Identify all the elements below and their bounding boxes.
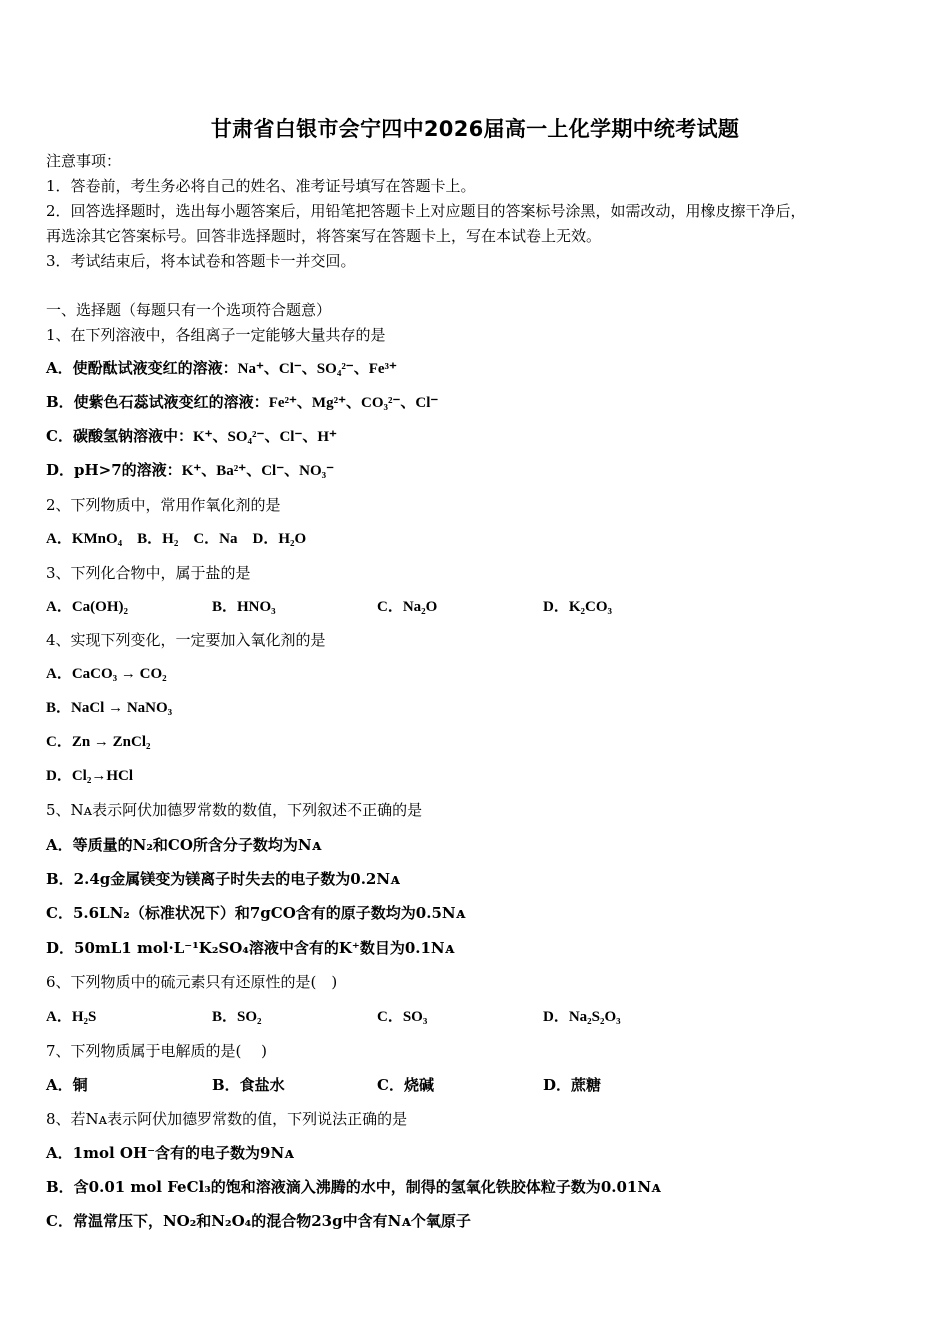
q8-stem: 8、若Nᴀ表示阿伏加德罗常数的值，下列说法正确的是 (46, 1110, 408, 1128)
q3-option-b: B．HNO₃ (212, 599, 276, 615)
q1-option-b: B．使紫色石蕊试液变红的溶液：Fe²⁺、Mg²⁺、CO₃²⁻、Cl⁻ (46, 393, 439, 411)
q3-option-a: A．Ca(OH)₂ (46, 599, 128, 615)
q6-stem: 6、下列物质中的硫元素只有还原性的是( ) (46, 973, 338, 991)
q2-stem: 2、下列物质中，常用作氧化剂的是 (46, 496, 281, 514)
q5-option-b: B．2.4g金属镁变为镁离子时失去的电子数为0.2Nᴀ (46, 870, 400, 888)
q7-option-a: A．铜 (46, 1076, 88, 1094)
notice-item-2a: 2．回答选择题时，选出每小题答案后，用铅笔把答题卡上对应题目的答案标号涂黑，如需改动，用橡皮擦干净后， (46, 202, 806, 220)
q7-option-c: C．烧碱 (377, 1076, 434, 1094)
q1-option-a: A．使酚酞试液变红的溶液：Na⁺、Cl⁻、SO₄²⁻、Fe³⁺ (46, 359, 397, 377)
q8-option-b: B．含0.01 mol FeCl₃的饱和溶液滴入沸腾的水中，制得的氢氧化铁胶体粒子数为0.01Nᴀ (46, 1178, 661, 1196)
q3-option-c: C．Na₂O (377, 599, 438, 615)
q5-option-a: A．等质量的N₂和CO所含分子数均为Nᴀ (46, 836, 322, 854)
q1-option-c: C．碳酸氢钠溶液中：K⁺、SO₄²⁻、Cl⁻、H⁺ (46, 427, 337, 445)
q4-option-c: C．Zn → ZnCl₂ (46, 734, 151, 750)
q6-option-b: B．SO₂ (212, 1009, 262, 1025)
notice-item-3: 3．考试结束后，将本试卷和答题卡一并交回。 (46, 252, 356, 270)
q4-option-b: B．NaCl → NaNO₃ (46, 700, 173, 716)
q1-stem: 1、在下列溶液中，各组离子一定能够大量共存的是 (46, 326, 386, 344)
q8-option-c: C．常温常压下，NO₂和N₂O₄的混合物23g中含有Nᴀ个氧原子 (46, 1212, 471, 1230)
notice-item-1: 1．答卷前，考生务必将自己的姓名、准考证号填写在答题卡上。 (46, 177, 476, 195)
notice-heading: 注意事项： (46, 152, 122, 170)
exam-title: 甘肃省白银市会宁四中2026届高一上化学期中统考试题 (210, 117, 740, 141)
q6-option-c: C．SO₃ (377, 1009, 428, 1025)
q6-option-d: D．Na₂S₂O₃ (543, 1009, 621, 1025)
q4-stem: 4、实现下列变化，一定要加入氧化剂的是 (46, 631, 326, 649)
q5-option-c: C．5.6LN₂（标准状况下）和7gCO含有的原子数均为0.5Nᴀ (46, 904, 466, 922)
q5-stem: 5、Nᴀ表示阿伏加德罗常数的数值，下列叙述不正确的是 (46, 801, 423, 819)
q4-option-a: A．CaCO₃ → CO₂ (46, 666, 167, 682)
section-heading: 一、选择题（每题只有一个选项符合题意） (46, 301, 332, 319)
q4-option-d: D．Cl₂→HCl (46, 768, 133, 784)
q7-stem: 7、下列物质属于电解质的是( ) (46, 1042, 268, 1060)
q5-option-d: D．50mL1 mol·L⁻¹K₂SO₄溶液中含有的K⁺数目为0.1Nᴀ (46, 939, 455, 957)
q6-option-a: A．H₂S (46, 1009, 97, 1025)
q3-stem: 3、下列化合物中，属于盐的是 (46, 564, 251, 582)
q2-options: A．KMnO₄ B．H₂ C．Na D．H₂O (46, 531, 307, 547)
q1-option-d: D．pH>7的溶液：K⁺、Ba²⁺、Cl⁻、NO₃⁻ (46, 461, 335, 479)
q7-option-b: B．食盐水 (212, 1076, 285, 1094)
q8-option-a: A．1mol OH⁻含有的电子数为9Nᴀ (46, 1144, 294, 1162)
q7-option-d: D．蔗糖 (543, 1076, 602, 1094)
q3-option-d: D．K₂CO₃ (543, 599, 612, 615)
notice-item-2b: 再选涂其它答案标号。回答非选择题时，将答案写在答题卡上，写在本试卷上无效。 (46, 227, 602, 245)
